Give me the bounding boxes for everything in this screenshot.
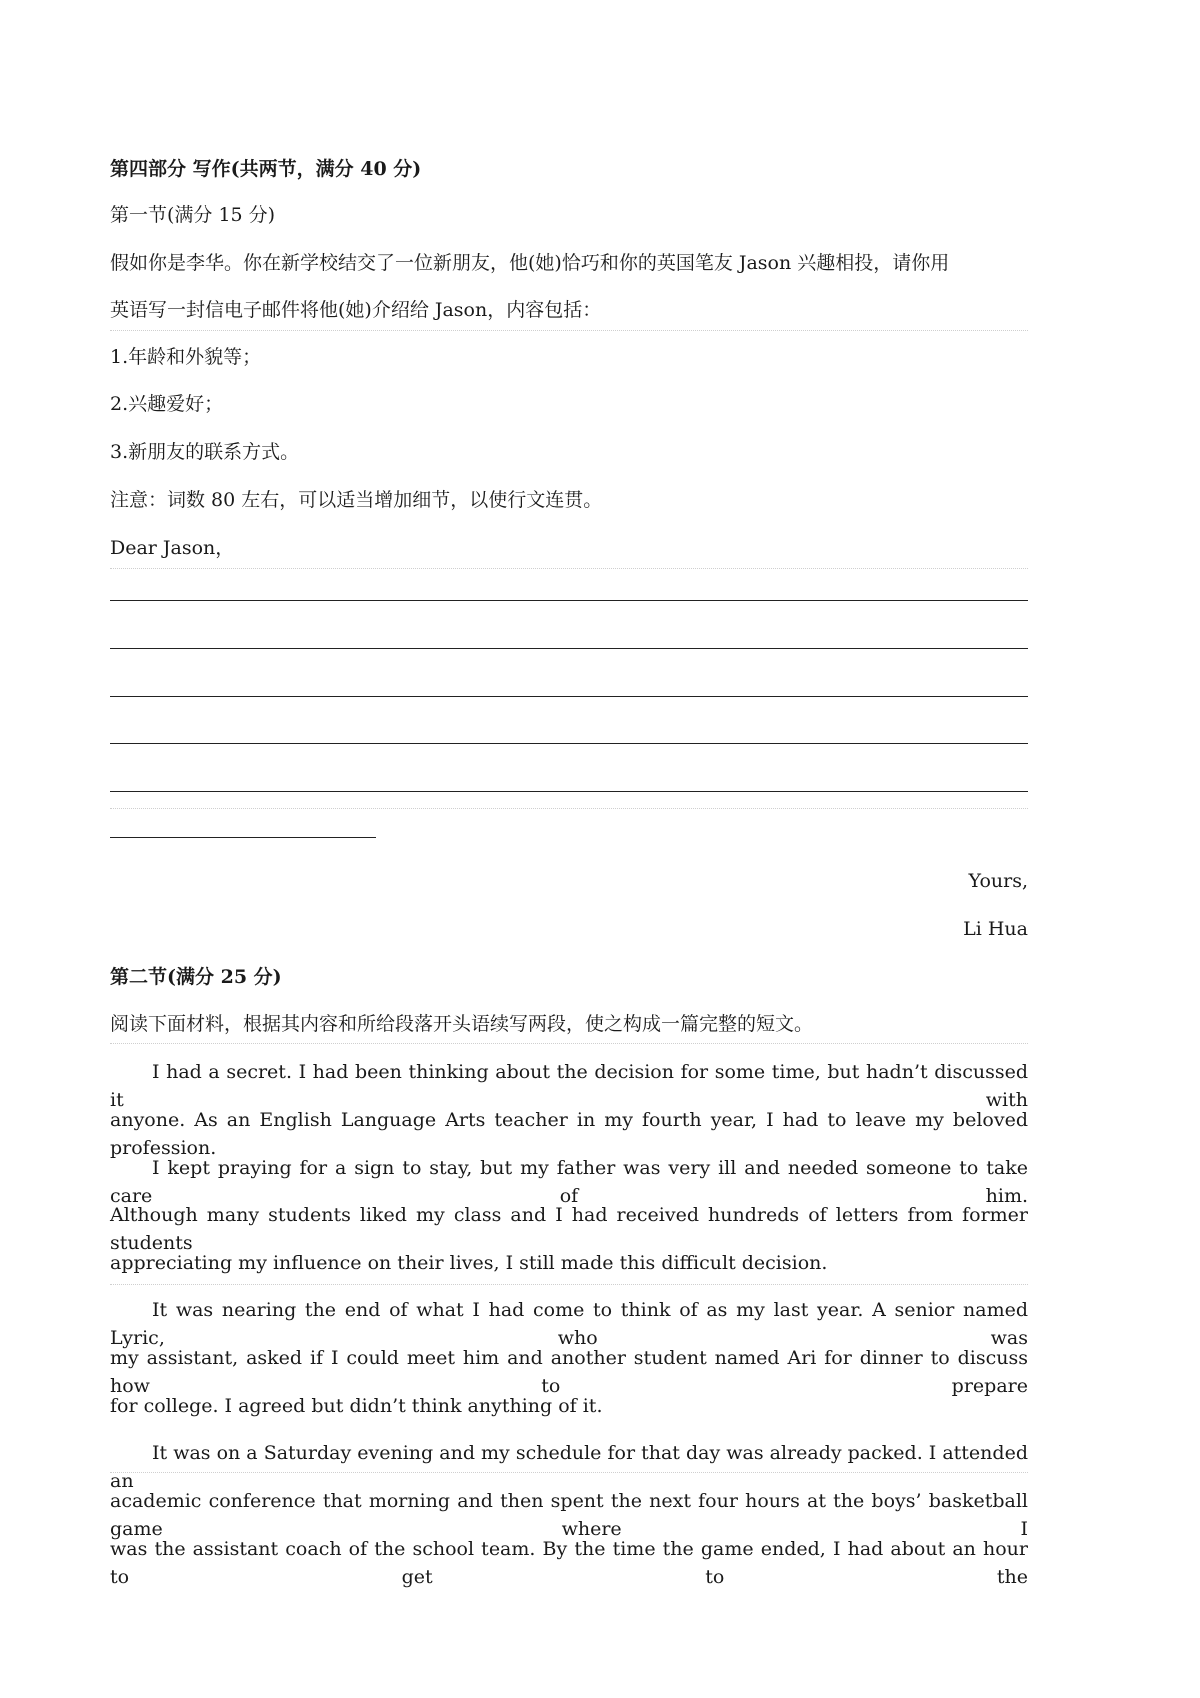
passage-line: was the assistant coach of the school team. By the time the game ended, I had about an hour to get to the	[110, 1538, 1028, 1588]
section2-instruction: 阅读下面材料，根据其内容和所给段落开头语续写两段，使之构成一篇完整的短文。	[110, 1013, 814, 1035]
letter-signature: Li Hua	[963, 918, 1028, 940]
answer-line	[110, 743, 1028, 744]
dotted-separator	[110, 808, 1028, 809]
passage-line: It was on a Saturday evening and my schedule for that day was already packed. I attended an	[110, 1442, 1028, 1492]
section2-heading: 第二节(满分 25 分)	[110, 966, 282, 988]
dotted-separator	[110, 1043, 1028, 1044]
answer-line-short	[110, 837, 376, 838]
point-item: 1.年龄和外貌等；	[110, 346, 262, 368]
passage-line: my assistant, asked if I could meet him and another student named Ari for dinner to discuss how to prepare	[110, 1347, 1028, 1397]
point-item: 2.兴趣爱好；	[110, 393, 224, 415]
section1-prompt-line1: 假如你是李华。你在新学校结交了一位新朋友，他(她)恰巧和你的英国笔友 Jason 兴趣相投，请你用	[110, 252, 950, 274]
answer-line	[110, 600, 1028, 601]
dotted-separator	[110, 330, 1028, 331]
section1-heading: 第一节(满分 15 分)	[110, 204, 276, 226]
passage-line: I kept praying for a sign to stay, but my father was very ill and needed someone to take care of him.	[110, 1157, 1028, 1207]
letter-salutation: Dear Jason，	[110, 537, 235, 559]
passage-line: anyone. As an English Language Arts teacher in my fourth year, I had to leave my beloved profession.	[110, 1109, 1028, 1159]
dotted-separator	[110, 1472, 1028, 1473]
word-count-note: 注意：词数 80 左右，可以适当增加细节，以使行文连贯。	[110, 489, 603, 511]
answer-line	[110, 696, 1028, 697]
dotted-separator	[110, 1284, 1028, 1285]
passage-line: It was nearing the end of what I had come to think of as my last year. A senior named Lyric, who was	[110, 1299, 1028, 1349]
passage-line: Although many students liked my class and I had received hundreds of letters from former students	[110, 1204, 1028, 1254]
answer-line	[110, 648, 1028, 649]
point-item: 3.新朋友的联系方式。	[110, 441, 300, 463]
answer-line	[110, 791, 1028, 792]
dotted-separator	[110, 568, 1028, 569]
passage-line: I had a secret. I had been thinking about the decision for some time, but hadn’t discussed it with	[110, 1061, 1028, 1111]
passage-line: appreciating my influence on their lives, I still made this difficult decision.	[110, 1252, 828, 1274]
letter-closing: Yours,	[968, 870, 1028, 892]
passage-line: for college. I agreed but didn’t think anything of it.	[110, 1395, 603, 1417]
part-heading: 第四部分 写作(共两节，满分 40 分)	[110, 158, 422, 180]
passage-line: academic conference that morning and then spent the next four hours at the boys’ basketball game where I	[110, 1490, 1028, 1540]
section1-prompt-line2: 英语写一封信电子邮件将他(她)介绍给 Jason，内容包括：	[110, 299, 602, 321]
